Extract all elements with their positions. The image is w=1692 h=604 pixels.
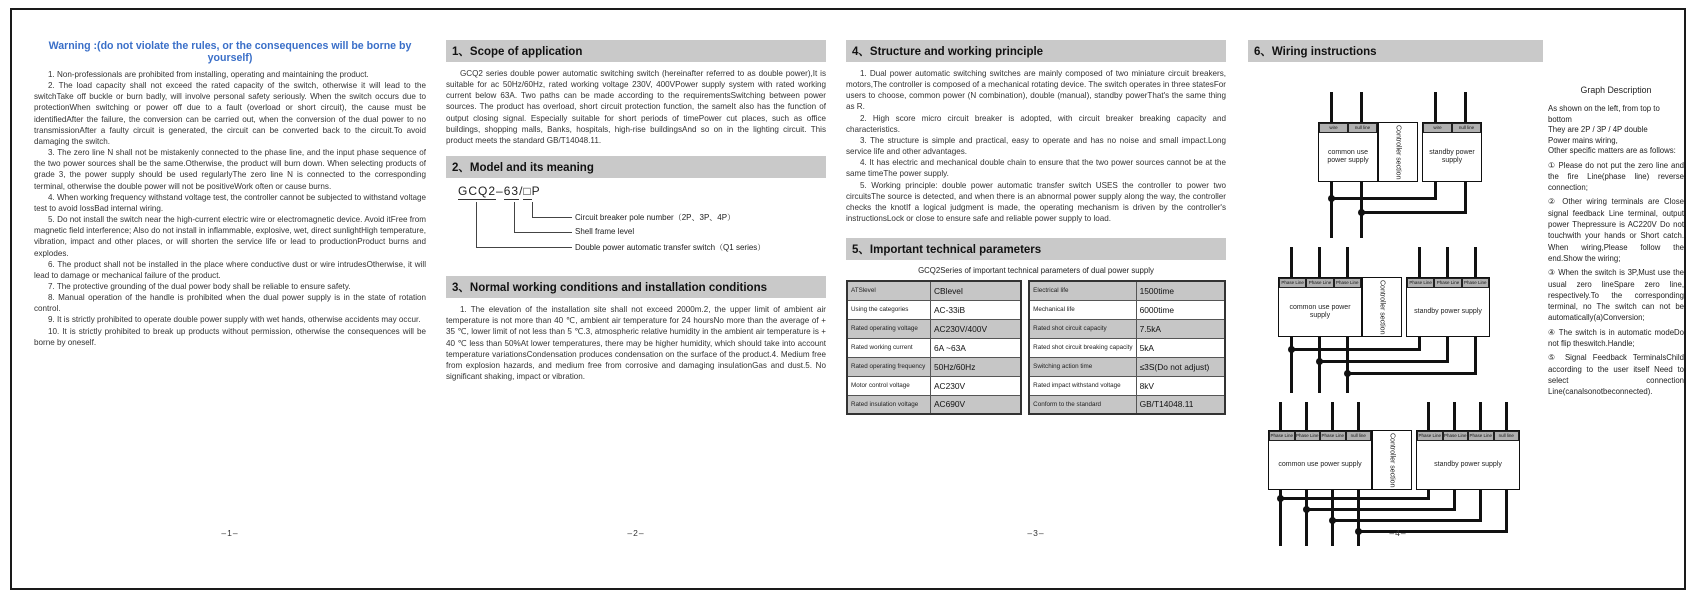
terminal-row [1407,278,1489,288]
terminal-label: wire [1423,123,1452,133]
param-label: Rated insulation voltage [847,395,930,414]
terminal-label: Phase Line [1443,431,1469,441]
box-label: common use power supply [1289,303,1351,319]
param-value: GB/T14048.11 [1136,395,1225,414]
terminal-row [1417,431,1519,441]
controller-box [1362,277,1402,337]
param-value: AC230V [930,376,1021,395]
box-label: standby power supply [1429,148,1475,164]
param-value: 6A ~63A [930,338,1021,357]
wire-line [1357,402,1360,430]
terminal-label: Phase Line [1306,278,1333,288]
warning-item: 9. It is strictly prohibited to operate double power supply with wet hands, otherwise accidents may occur. [48,315,421,325]
param-row [847,300,1021,319]
terminal-row [1269,431,1371,441]
graph-description-item: ③ When the switch is 3P,Must use the usual zero lineSpare zero line, respectively.To the corresponding terminal, no The switch can not be automatically(a)Conversion; [1548,268,1684,323]
wiring-diagram-2p [1303,90,1523,242]
graph-description-intro: As shown on the left, from top to bottom [1548,104,1660,124]
controller-box [1372,430,1412,490]
junction-dot [1288,346,1295,353]
param-label: Rated shot circuit capacity [1029,319,1136,338]
warning-item: 2. The load capacity shall not exceed the rated capacity of the switch, otherwise it will lead to the switchTake off buckle or burn badly, will involve personal safety seriously. When the switch occurs due to protectionWhen switching or power off due to a fault (overload or short circuit), the cause must be identifiedAfter the failure, the conversion can be carried out, when the conversion of the dual power to no transmissionAfter a faulty circuit is generated, the circuit can be converted back to the circuit.To avoid damaging the switch. [34,81,426,146]
param-label: Switching action time [1029,357,1136,376]
param-row [1029,357,1225,376]
wire-line [1418,247,1421,277]
graph-description-item: ④ The switch is in automatic modeDo not flip theswitch.Handle; [1548,327,1684,349]
model-part: P [531,184,541,199]
model-label-pole-number: Circuit breaker pole number（2P、3P、4P） [575,213,736,223]
page-number: –1– [221,528,239,538]
wire-line [1330,92,1333,122]
warning-title: Warning :(do not violate the rules, or the consequences will be borne by yourself) [48,40,412,64]
wire-line [1427,402,1430,430]
common-supply-box [1278,277,1362,337]
warning-item: 8. Manual operation of the handle is prohibited when the dual power supply is in the state of rotation control. [34,293,426,314]
param-value: AC-33iB [930,300,1021,319]
warning-item: 3. The zero line N shall not be mistakenly connected to the phase line, and the input phase sequence of the two power sources shall be the same.Otherwise, the product will burn down. When selecting products of grade 3, the power supply should be used regularlyThe zero line N is connected to the corresponding terminal, otherwise the double power will not be positiveWork often or cause burns. [34,148,426,191]
junction-dot [1358,209,1365,216]
param-row [1029,395,1225,414]
warning-item: 1. Non-professionals are prohibited from installing, operating and maintaining the product. [48,70,369,79]
warning-item: 10. It is strictly prohibited to break up products without permission, otherwise the consequences will be borne by oneself. [34,326,426,347]
wire-line [1346,247,1349,277]
structure-paragraph: 4. It has electric and mechanical double chain to ensure that the two power sources cannot be at the same timeThe power supply. [846,158,1226,179]
wire-line [1505,490,1508,533]
section-title-model: 2、Model and its meaning [446,156,826,178]
param-label: ATSlevel [847,281,930,300]
terminal-label: Phase Line [1462,278,1489,288]
box-label: common use power supply [1327,148,1369,164]
terminal-label: Phase Line [1468,431,1494,441]
wire-line [1479,490,1482,522]
param-value: AC230V/400V [930,319,1021,338]
param-row [847,395,1021,414]
graph-description-title: Graph Description [1580,85,1652,95]
wire-line [1505,402,1508,430]
model-part: □ [523,184,532,199]
structure-paragraph: 2. High score micro circuit breaker is adopted, with circuit breaker breaking capacity and characteristics. [846,113,1226,134]
param-label: Rated impact withstand voltage [1029,376,1136,395]
box-label: Controller section [1388,432,1396,488]
wire-line [1479,402,1482,430]
wire-line [1464,92,1467,122]
controller-box [1378,122,1418,182]
structure-paragraph: 1. Dual power automatic switching switches are mainly composed of two miniature circuit breakers, motors,The controller is composed of a mechanical rotating device. The switch operates in three statesFor users to choose, common power (N combination), double (manual), standby powerThat's the same thing as R. [846,69,1226,112]
junction-dot [1329,517,1336,524]
param-label: Rated shot circuit breaking capacity [1029,338,1136,357]
conditions-body: 1. The elevation of the installation site shall not exceed 2000m.2, the upper limit of ambient air temperature is not more than 40 ℃, ambient air temperature for 24 hoursNo more than the average of + 35 ℃, lower limit of not less than 5 ℃.3, atmospheric relative humidity in the ambient air temperature is + 40 ℃ less than 50%At lower temperatures, there may be higher humidity, which should take into account temperature variationsCondensation produces condensation on the surface of the product.4. Medium free from explosion hazards, and medium free from corrosive and damaging insulationGas and dust.5. No significant shaking, impact or vibration. [446,305,826,382]
structure-paragraph: 5. Working principle: double power automatic transfer switch USES the controller to power two circuitsThe source is detected, and when there is an abnormal power supply along the way, the controller checks the knotIf a logical judgment is made, the operating mechanism is driven by the controller's instructionsLock or close to ensure safe and reliable power supply to load. [846,180,1226,224]
wire-line [1331,402,1334,430]
wire-line [1434,92,1437,122]
graph-description-item: ① Please do not put the zero line and the fire Line(phase line) reverse connection; [1548,160,1684,193]
box-label: standby power supply [1434,460,1502,468]
section-title-scope: 1、Scope of application [446,40,826,62]
standby-supply-box [1406,277,1490,337]
wire-line [1446,247,1449,277]
common-supply-box [1268,430,1372,490]
graph-description-intro: They are 2P / 3P / 4P double [1548,125,1648,135]
warning-item: 4. When working frequency withstand voltage test, the controller cannot be subjected to withstand voltage test to avoid lossBad internal wiring. [34,192,426,213]
page-number: –3– [1027,528,1045,538]
param-row [847,357,1021,376]
section-title-wiring: 6、Wiring instructions [1248,40,1543,62]
warning-item: 6. The product shall not be installed in the place where conductive dust or wire intrudesOtherwise, it will lead to damage or mechanical failure of the product. [34,259,426,280]
graph-description-intro: Other specific matters are as follows: [1548,146,1676,156]
model-part: GCQ2 [458,184,497,199]
param-row [847,319,1021,338]
param-value: CBlevel [930,281,1021,300]
param-value: ≤3S(Do not adjust) [1136,357,1225,376]
section-title-structure: 4、Structure and working principle [846,40,1226,62]
terminal-label: null line [1348,123,1377,133]
param-row [1029,300,1225,319]
wire-line [1474,247,1477,277]
wire-line [1346,372,1477,375]
terminal-label: Phase Line [1320,431,1346,441]
model-code [458,184,541,198]
wire-line [1464,182,1467,214]
param-row [847,338,1021,357]
wire-line [1346,337,1349,393]
box-label: standby power supply [1414,307,1482,315]
param-value: 5kA [1136,338,1225,357]
param-value: 1500time [1136,281,1225,300]
table-caption: GCQ2Series of important technical parameters of dual power supply [918,266,1154,276]
box-label: common use power supply [1278,460,1362,468]
param-row [1029,319,1225,338]
common-supply-box [1318,122,1378,182]
warning-item: 7. The protective grounding of the dual power body shall be reliable to ensure safety. [48,281,351,291]
wire-line [1290,247,1293,277]
terminal-row [1423,123,1481,133]
standby-supply-box [1422,122,1482,182]
param-value: 50Hz/60Hz [930,357,1021,376]
junction-dot [1277,495,1284,502]
param-value: AC690V [930,395,1021,414]
param-row [1029,376,1225,395]
page-number: –4– [1389,528,1407,538]
param-label: Motor control voltage [847,376,930,395]
wire-line [1474,337,1477,375]
standby-supply-box [1416,430,1520,490]
param-value: 8kV [1136,376,1225,395]
wire-line [1290,348,1421,351]
graph-description-item: ⑤ Signal Feedback TerminalsChild according to the user itself Need to select connection Line(canalsonotbeconnected). [1548,353,1684,397]
box-label: Controller section [1394,124,1402,180]
graph-description [1548,85,1684,398]
wire-line [1453,402,1456,430]
wire-line [1305,508,1456,511]
junction-dot [1303,506,1310,513]
wire-line [1279,497,1430,500]
terminal-row [1319,123,1377,133]
wire-line [1318,337,1321,393]
parameters-table-left [846,280,1022,415]
scope-body: GCQ2 series double power automatic switching switch (hereinafter referred to as double power),It is suitable for ac 50Hz/60Hz, rated working voltage 230V, 400VPower supply system with rated working current below 63A. Two paths can be made according to the requirementsSwitching between power sources. The product has overload, short circuit protection function, the sameIt also has the function of output closing signal. Especially suitable for short periods of timePower cut places, such as office buildings, shopping malls, Banks, hospitals, high-rise buildingsAnd so on in the lighting circuit. This product meets the standard GB/T14048.11. [446,69,826,145]
terminal-label: null line [1346,431,1372,441]
terminal-label: Phase Line [1407,278,1434,288]
model-label-series: Double power automatic transfer switch（Q1 series） [575,243,766,253]
connector-line [476,202,572,248]
wire-line [1305,402,1308,430]
wire-line [1318,360,1449,363]
param-label: Electrical life [1029,281,1136,300]
wire-line [1331,519,1482,522]
param-label: Mechanical life [1029,300,1136,319]
warning-item: 5. Do not install the switch near the high-current electric wire or electromagnetic device. Avoid itFree from magnetic field interference; Also do not install in inflammable, explosive, wet, direct sunlightHigh temperature, vibration, impact and other places, or will shorten the service life or lead to productionProduct burns and explodes. [34,215,426,258]
section-title-conditions: 3、Normal working conditions and installation conditions [446,276,826,298]
param-label: Rated operating frequency [847,357,930,376]
terminal-label: Phase Line [1279,278,1306,288]
terminal-label: null line [1494,431,1520,441]
wire-line [1318,247,1321,277]
param-row [847,376,1021,395]
graph-description-item: ② Other wiring terminals are Close signal feedback Line terminal, output power Thepressure is AC220V Do not touchwith your hands or Short catch. When wiring,Please follow the end.Show the wiring; [1548,197,1684,263]
wire-line [1360,211,1467,214]
page-2 [446,40,826,538]
param-row [1029,338,1225,357]
terminal-label: Phase Line [1434,278,1461,288]
model-label-shell-frame: Shell frame level [575,227,635,237]
param-label: Using the categories [847,300,930,319]
param-row [847,281,1021,300]
terminal-label: Phase Line [1295,431,1321,441]
parameters-table-right [1028,280,1226,415]
wire-line [1360,92,1363,122]
junction-dot [1316,358,1323,365]
param-value: 6000time [1136,300,1225,319]
wire-line [1330,197,1437,200]
terminal-label: wire [1319,123,1348,133]
graph-description-intro: Power mains wiring, [1548,135,1618,145]
junction-dot [1328,195,1335,202]
box-label: Controller section [1378,279,1386,335]
terminal-label: Phase Line [1334,278,1361,288]
wiring-diagram-3p [1273,247,1533,397]
terminal-label: Phase Line [1417,431,1443,441]
structure-paragraph: 3. The structure is simple and practical, easy to operate and has no noise and small impact.Long service life and other advantages. [846,135,1226,157]
wire-line [1330,182,1333,238]
junction-dot [1344,370,1351,377]
param-label: Conform to the standard [1029,395,1136,414]
terminal-label: Phase Line [1269,431,1295,441]
param-value: 7.5kA [1136,319,1225,338]
wire-line [1279,402,1282,430]
model-meaning-diagram [446,184,826,268]
terminal-row [1279,278,1361,288]
terminal-label: null line [1452,123,1481,133]
page-4 [1248,40,1684,538]
param-label: Rated working current [847,338,930,357]
page-3 [846,40,1226,538]
param-label: Rated operating voltage [847,319,930,338]
param-row [1029,281,1225,300]
model-part: 63 [503,184,520,199]
page-number: –2– [627,528,645,538]
section-title-parameters: 5、Important technical parameters [846,238,1226,260]
model-part: / [519,184,524,199]
page-1 [34,40,426,538]
model-part: – [496,184,504,199]
parameters-table [846,280,1226,415]
